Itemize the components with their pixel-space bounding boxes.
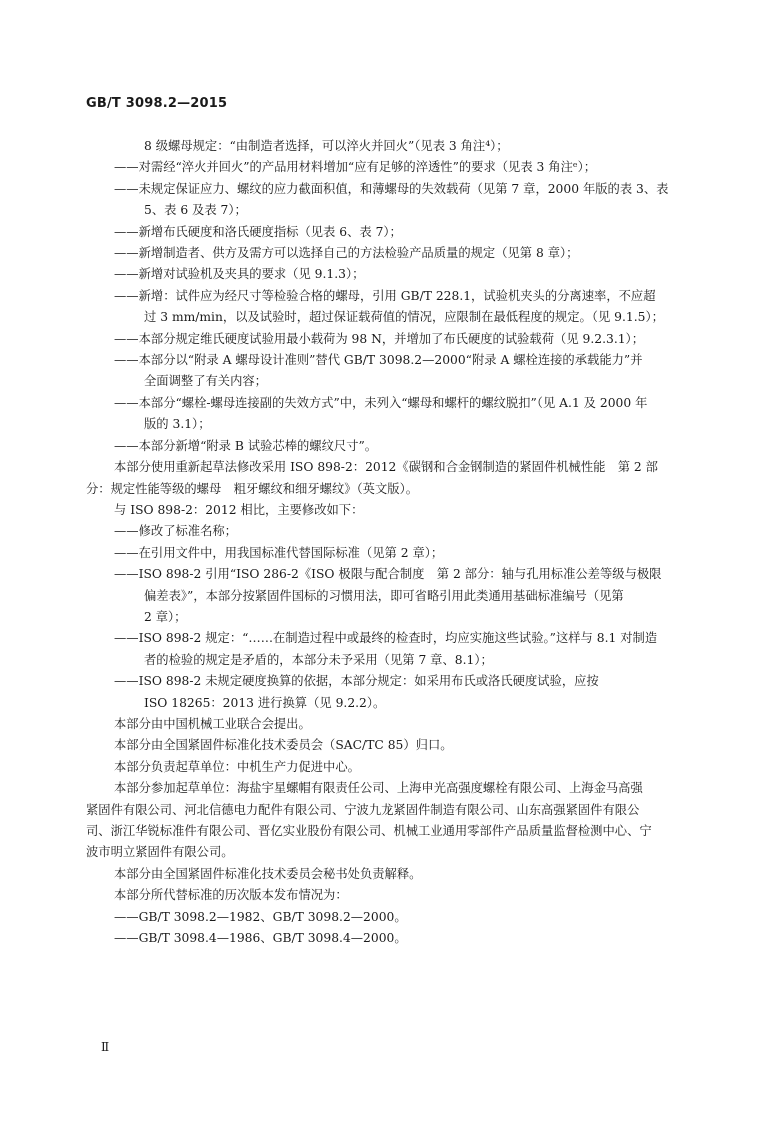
paragraph-line: 本部分所代替标准的历次版本发布情况为： <box>114 888 348 903</box>
list-item-continuation: 2 章）； <box>144 609 187 624</box>
paragraph-line: 本部分参加起草单位：海盐宇星螺帽有限责任公司、上海申光高强度螺栓有限公司、上海金马高强 <box>114 781 643 796</box>
paragraph-line: 与 ISO 898-2：2012 相比，主要修改如下： <box>114 502 364 517</box>
list-item: ——新增：试件应为经尺寸等检验合格的螺母，引用 GB/T 228.1，试验机夹头的分离速率，不应超 <box>114 288 656 303</box>
list-item: ——修改了标准名称； <box>114 524 237 539</box>
list-item-continuation: 5、表 6 及表 7）； <box>144 203 247 218</box>
list-item: ——本部分新增“附录 B 试验芯棒的螺纹尺寸”。 <box>114 438 378 453</box>
list-item: ——GB/T 3098.2—1982、GB/T 3098.2—2000。 <box>114 909 407 924</box>
paragraph-line: 本部分由中国机械工业联合会提出。 <box>114 716 311 731</box>
list-item: ——本部分规定维氏硬度试验用最小载荷为 98 N，并增加了布氏硬度的试验载荷（见 9.2.3.1）； <box>114 331 644 346</box>
list-item: ——新增对试验机及夹具的要求（见 9.1.3）； <box>114 267 365 282</box>
list-item-continuation: 者的检验的规定是矛盾的，本部分未予采用（见第 7 章、8.1）； <box>144 652 493 667</box>
foreword-body <box>86 136 696 949</box>
document-id-header: GB/T 3098.2—2015 <box>86 96 228 111</box>
paragraph-line: 本部分由全国紧固件标准化技术委员会秘书处负责解释。 <box>114 866 422 881</box>
list-item-continuation: ISO 18265：2013 进行换算（见 9.2.2）。 <box>144 695 386 710</box>
paragraph-line: 本部分负责起草单位：中机生产力促进中心。 <box>114 759 360 774</box>
list-item: ——新增布氏硬度和洛氏硬度指标（见表 6、表 7）； <box>114 224 402 239</box>
list-item-continuation: 过 3 mm/min，以及试验时，超过保证载荷值的情况，应限制在最低程度的规定。（见 9.1.5）； <box>144 310 664 325</box>
list-item: ——本部分以“附录 A 螺母设计准则”替代 GB/T 3098.2—2000“附录 A 螺栓连接的承载能力”并 <box>114 353 643 368</box>
list-item-continuation: 全面调整了有关内容； <box>144 374 267 389</box>
list-item: ——在引用文件中，用我国标准代替国际标准（见第 2 章）； <box>114 545 444 560</box>
text-line: 8 级螺母规定：“由制造者选择，可以淬火并回火”（见表 3 角注⁴）； <box>144 139 509 153</box>
list-item: ——GB/T 3098.4—1986、GB/T 3098.4—2000。 <box>114 931 407 946</box>
page-number: Ⅱ <box>101 1040 110 1054</box>
list-item: ——未规定保证应力、螺纹的应力截面积值，和薄螺母的失效载荷（见第 7 章，2000 年版的表 3、表 <box>114 181 669 196</box>
list-item: ——新增制造者、供方及需方可以选择自己的方法检验产品质量的规定（见第 8 章）； <box>114 246 579 261</box>
paragraph-line: 本部分使用重新起草法修改采用 ISO 898-2：2012《碳钢和合金钢制造的紧固件机械性能 第 2 部 <box>114 460 658 475</box>
list-item-continuation: 偏差表》”，本部分按紧固件国标的习惯用法，即可省略引用此类通用基础标准编号（见第 <box>144 588 624 603</box>
list-item: ——ISO 898-2 未规定硬度换算的依据，本部分规定：如采用布氏或洛氏硬度试验，应按 <box>114 674 599 689</box>
list-item: ——ISO 898-2 引用“ISO 286-2《ISO 极限与配合制度 第 2 部分：轴与孔用标准公差等级与极限 <box>114 567 662 582</box>
paragraph-line: 波市明立紧固件有限公司。 <box>86 845 234 860</box>
list-item: ——ISO 898-2 规定：“……在制造过程中或最终的检查时，均应实施这些试验。”这样与 8.1 对制造 <box>114 631 658 646</box>
paragraph-line: 本部分由全国紧固件标准化技术委员会（SAC/TC 85）归口。 <box>114 738 453 753</box>
paragraph-line: 司、浙江华锐标准件有限公司、晋亿实业股份有限公司、机械工业通用零部件产品质量监督检测中心、宁 <box>86 824 652 838</box>
list-item-continuation: 版的 3.1）； <box>144 417 211 432</box>
paragraph-line: 分：规定性能等级的螺母 粗牙螺纹和细牙螺纹》（英文版）。 <box>86 481 419 496</box>
paragraph-line: 紧固件有限公司、河北信德电力配件有限公司、宁波九龙紧固件制造有限公司、山东高强紧固件有限公 <box>86 802 640 817</box>
list-item: ——本部分“螺栓-螺母连接副的失效方式”中，未列入“螺母和螺杆的螺纹脱扣”（见 A.1 及 2000 年 <box>114 395 648 410</box>
list-item: ——对需经“淬火并回火”的产品用材料增加“应有足够的淬透性”的要求（见表 3 角注ᵉ）； <box>114 160 597 175</box>
